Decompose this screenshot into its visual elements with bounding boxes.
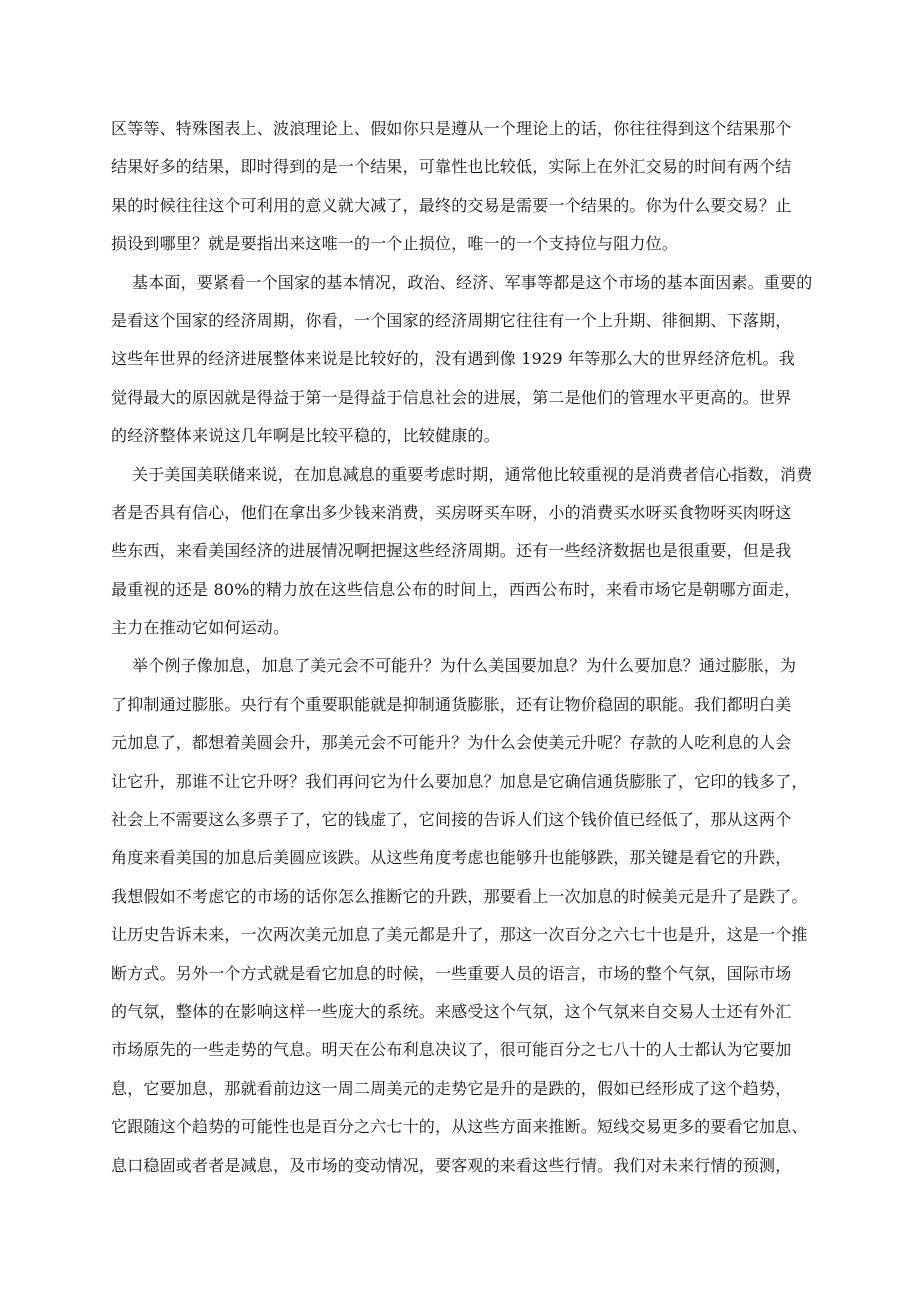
text-line: 角度来看美国的加息后美圆应该跌。从这些角度考虑也能够升也能够跌，那关键是看它的升跌，: [111, 848, 792, 868]
text-line: 断方式。另外一个方式就是看它加息的时候，一些重要人员的语言，市场的整个气氛，国际市场: [111, 963, 792, 983]
document-body: [111, 110, 811, 1185]
text-line: 些东西，来看美国经济的进展情况啊把握这些经济周期。还有一些经济数据也是很重要，但是我: [111, 541, 792, 561]
text-line: 的气氛，整体的在影响这样一些庞大的系统。来感受这个气氛，这个气氛来自交易人士还有外汇: [111, 1001, 792, 1021]
text-line: 这些年世界的经济进展整体来说是比较好的，没有遇到像 1929 年等那么大的世界经济危机。我: [111, 349, 795, 369]
text-line: 基本面，要紧看一个国家的基本情况，政治、经济、军事等都是这个市场的基本面因素。重要的: [132, 272, 813, 292]
text-line: 让它升，那谁不让它升呀？我们再问它为什么要加息？加息是它确信通货膨胀了，它印的钱多了，: [111, 771, 808, 791]
text-line: 是看这个国家的经济周期，你看，一个国家的经济周期它往往有一个上升期、徘徊期、下落期，: [111, 310, 792, 330]
text-line: 者是否具有信心，他们在拿出多少钱来消费，买房呀买车呀，小的消费买水呀买食物呀买肉呀这: [111, 502, 792, 522]
text-line: 市场原先的一些走势的气息。明天在公布利息决议了，很可能百分之七八十的人士都认为它要加: [111, 1040, 792, 1060]
paragraph: [111, 647, 811, 1184]
text-line: 它跟随这个趋势的可能性也是百分之六七十的，从这些方面来推断。短线交易更多的要看它加息、: [111, 1117, 808, 1137]
text-line: 让历史告诉未来，一次两次美元加息了美元都是升了，那这一次百分之六七十也是升，这是一个推: [111, 925, 808, 945]
text-line: 元加息了，都想着美圆会升，那美元会不可能升？为什么会使美元升呢？存款的人吃利息的人会: [111, 733, 792, 753]
text-line: 息，它要加息，那就看前边这一周二周美元的走势它是升的是跌的，假如已经形成了这个趋势，: [111, 1078, 792, 1098]
text-line: 果的时候往往这个可利用的意义就大减了，最终的交易是需要一个结果的。你为什么要交易？止: [111, 195, 792, 215]
text-line: 最重视的还是 80%的精力放在这些信息公布的时间上，西西公布时，来看市场它是朝哪方面走，: [111, 579, 801, 599]
text-line: 社会上不需要这么多票子了，它的钱虚了，它间接的告诉人们这个钱价值已经低了，那从这两个: [111, 810, 792, 830]
text-line: 主力在推动它如何运动。: [111, 618, 290, 638]
text-line: 了抑制通过膨胀。央行有个重要职能就是抑制通货膨胀，还有让物价稳固的职能。我们都明白美: [111, 694, 792, 714]
text-line: 的经济整体来说这几年啊是比较平稳的，比较健康的。: [111, 426, 500, 446]
text-line: 我想假如不考虑它的市场的话你怎么推断它的升跌，那要看上一次加息的时候美元是升了是跌了。: [111, 886, 808, 906]
paragraph: [111, 110, 811, 264]
paragraph: [111, 264, 811, 456]
text-line: 区等等、特殊图表上、波浪理论上、假如你只是遵从一个理论上的话，你往往得到这个结果那个: [111, 119, 792, 138]
text-line: 觉得最大的原因就是得益于第一是得益于信息社会的进展，第二是他们的管理水平更高的。世界: [111, 387, 792, 407]
paragraph: [111, 456, 811, 648]
text-line: 举个例子像加息，加息了美元会不可能升？为什么美国要加息？为什么要加息？通过膨胀，为: [132, 656, 797, 676]
text-line: 结果好多的结果，即时得到的是一个结果，可靠性也比较低，实际上在外汇交易的时间有两个结: [111, 157, 792, 177]
text-line: 损设到哪里？就是要指出来这唯一的一个止损位，唯一的一个支持位与阻力位。: [111, 234, 679, 254]
text-line: 关于美国美联储来说，在加息减息的重要考虑时期，通常他比较重视的是消费者信心指数，消费: [132, 464, 813, 484]
text-line: 息口稳固或者者是减息，及市场的变动情况，要客观的来看这些行情。我们对未来行情的预测，: [111, 1155, 792, 1175]
